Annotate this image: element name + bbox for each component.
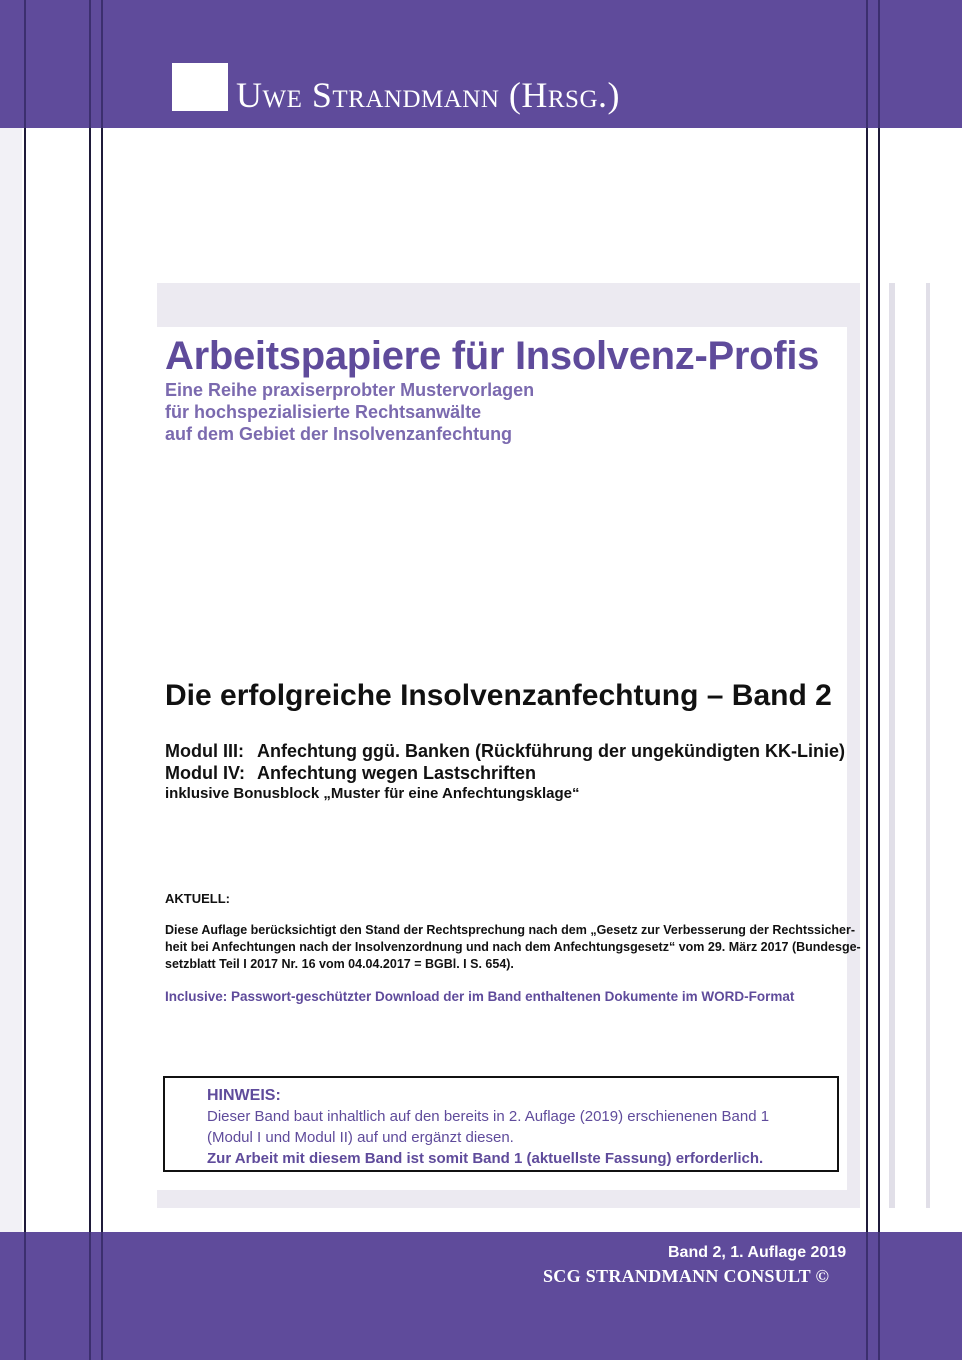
hinweis-text-line: (Modul I und Modul II) auf und ergänzt diesen. <box>207 1129 514 1146</box>
right-ghost-strip <box>926 283 930 1208</box>
series-subtitle-line: auf dem Gebiet der Insolvenzanfechtung <box>165 424 513 444</box>
series-title: Arbeitspapiere für Insolvenz-Profis <box>165 334 820 378</box>
aktuell-text-line: heit bei Anfechtungen nach der Insolvenzordnung und nach dem Anfechtungsgesetz“ vom 29. März 2017 (Bundesge- <box>165 940 861 954</box>
divider-line <box>89 0 91 1360</box>
divider-line <box>101 0 103 1360</box>
download-note: Inclusive: Passwort-geschützter Download der im Band enthaltenen Dokumente im WORD-Format <box>165 989 795 1004</box>
divider-line <box>24 0 26 128</box>
volume-title: Die erfolgreiche Insolvenzanfechtung – Band 2 <box>165 679 832 712</box>
right-ghost-strip <box>889 283 895 1208</box>
divider-line <box>878 1232 880 1360</box>
series-subtitle-line: Eine Reihe praxiserprobter Mustervorlagen <box>165 380 535 400</box>
module-text: Anfechtung wegen Lastschriften <box>257 763 537 783</box>
divider-line <box>101 0 103 128</box>
module-text: Anfechtung ggü. Banken (Rückführung der ungekündigten KK-Linie) <box>257 741 845 761</box>
module-label: Modul IV: <box>165 763 245 783</box>
divider-line <box>878 0 880 128</box>
left-edge-strip <box>0 128 22 1232</box>
bonus-line: inklusive Bonusblock „Muster für eine Anfechtungsklage“ <box>165 785 580 802</box>
module-label: Modul III: <box>165 741 244 761</box>
hinweis-bold-line: Zur Arbeit mit diesem Band ist somit Band 1 (aktuellste Fassung) erforderlich. <box>207 1150 764 1167</box>
module-line <box>165 763 536 784</box>
divider-line <box>89 0 91 128</box>
divider-line <box>89 1232 91 1360</box>
aktuell-text-line: Diese Auflage berücksichtigt den Stand der Rechtsprechung nach dem „Gesetz zur Verbesserung der Rechtssicher- <box>165 923 856 937</box>
series-subtitle-line: für hochspezialisierte Rechtsanwälte <box>165 402 482 422</box>
divider-line <box>24 0 26 1360</box>
aktuell-heading: AKTUELL: <box>165 891 230 906</box>
hinweis-heading: HINWEIS: <box>207 1087 281 1104</box>
divider-line <box>866 0 868 1360</box>
divider-line <box>866 1232 868 1360</box>
divider-line <box>101 1232 103 1360</box>
hinweis-text-line: Dieser Band baut inhaltlich auf den bereits in 2. Auflage (2019) erschienenen Band 1 <box>207 1108 770 1125</box>
author-name: Uwe Strandmann (Hrsg.) <box>236 75 620 115</box>
module-line <box>165 741 845 762</box>
publisher-name: SCG STRANDMANN CONSULT © <box>543 1266 830 1286</box>
divider-line <box>878 0 880 1360</box>
edition-label: Band 2, 1. Auflage 2019 <box>668 1244 847 1261</box>
divider-line <box>24 1232 26 1360</box>
logo-square <box>172 63 228 111</box>
aktuell-text-line: setzblatt Teil I 2017 Nr. 16 vom 04.04.2017 = BGBl. I S. 654). <box>165 957 514 971</box>
divider-line <box>866 0 868 128</box>
